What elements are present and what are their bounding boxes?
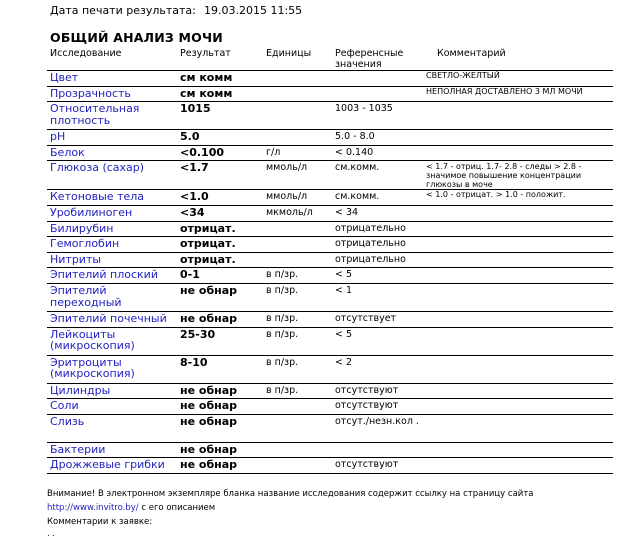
print-date-value: 19.03.2015 11:55 bbox=[204, 4, 303, 17]
units-value: в п/зр. bbox=[263, 327, 332, 355]
units-value: в п/зр. bbox=[263, 383, 332, 399]
reference-value: < 1 bbox=[332, 283, 423, 311]
result-value: <0.100 bbox=[177, 145, 263, 161]
units-value bbox=[263, 71, 332, 87]
table-row bbox=[47, 190, 613, 206]
table-row bbox=[47, 71, 613, 87]
result-value: отрицат. bbox=[177, 237, 263, 253]
reference-value: отсутствуют bbox=[332, 458, 423, 474]
table-header-row bbox=[47, 47, 613, 71]
units-value bbox=[263, 252, 332, 268]
reference-value: отсутствуют bbox=[332, 399, 423, 415]
units-value bbox=[263, 102, 332, 130]
test-name-link[interactable]: Слизь bbox=[47, 414, 177, 442]
test-name-link[interactable]: Эритроциты (микроскопия) bbox=[47, 355, 177, 383]
comment-value bbox=[423, 205, 613, 221]
result-value: <1.0 bbox=[177, 190, 263, 206]
notice-text-after: с его описанием bbox=[141, 503, 216, 513]
comment-value bbox=[423, 237, 613, 253]
test-name-link[interactable]: Кетоновые тела bbox=[47, 190, 177, 206]
reference-value: 5.0 - 8.0 bbox=[332, 130, 423, 146]
table-row bbox=[47, 442, 613, 458]
reference-value: отрицательно bbox=[332, 237, 423, 253]
table-row bbox=[47, 102, 613, 130]
reference-value: < 0.140 bbox=[332, 145, 423, 161]
reference-value: отсутствуют bbox=[332, 383, 423, 399]
result-value: см комм bbox=[177, 71, 263, 87]
result-value: не обнар bbox=[177, 442, 263, 458]
test-name-link[interactable]: Прозрачность bbox=[47, 86, 177, 102]
comment-value: НЕПОЛНАЯ ДОСТАВЛЕНО 3 МЛ МОЧИ bbox=[423, 86, 613, 102]
comment-value bbox=[423, 102, 613, 130]
reference-value: < 2 bbox=[332, 355, 423, 383]
table-row bbox=[47, 355, 613, 383]
table-row bbox=[47, 221, 613, 237]
test-name-link[interactable]: Соли bbox=[47, 399, 177, 415]
test-name-link[interactable]: Нитриты bbox=[47, 252, 177, 268]
comment-value bbox=[423, 268, 613, 284]
comment-value bbox=[423, 458, 613, 474]
table-row bbox=[47, 86, 613, 102]
print-date-label: Дата печати результата: bbox=[50, 4, 196, 17]
table-row bbox=[47, 327, 613, 355]
table-row bbox=[47, 383, 613, 399]
result-value: 8-10 bbox=[177, 355, 263, 383]
units-value bbox=[263, 458, 332, 474]
table-row bbox=[47, 268, 613, 284]
result-value: не обнар bbox=[177, 311, 263, 327]
table-row bbox=[47, 145, 613, 161]
result-value: 0-1 bbox=[177, 268, 263, 284]
result-value: отрицат. bbox=[177, 252, 263, 268]
comment-value bbox=[423, 130, 613, 146]
reference-value bbox=[332, 442, 423, 458]
test-name-link[interactable]: Цилиндры bbox=[47, 383, 177, 399]
units-value: в п/зр. bbox=[263, 283, 332, 311]
notice-text bbox=[47, 487, 617, 515]
comment-value bbox=[423, 252, 613, 268]
test-name-link[interactable]: Эпителий почечный bbox=[47, 311, 177, 327]
test-name-link[interactable]: Эпителий плоский bbox=[47, 268, 177, 284]
test-name-link[interactable]: Гемоглобин bbox=[47, 237, 177, 253]
units-value bbox=[263, 221, 332, 237]
reference-value: < 5 bbox=[332, 268, 423, 284]
result-value: <34 bbox=[177, 205, 263, 221]
reference-value: отсут./незн.кол . bbox=[332, 414, 423, 442]
comment-value bbox=[423, 399, 613, 415]
reference-value: < 5 bbox=[332, 327, 423, 355]
test-name-link[interactable]: Лейкоциты (микроскопия) bbox=[47, 327, 177, 355]
result-value: отрицат. bbox=[177, 221, 263, 237]
table-row bbox=[47, 237, 613, 253]
reference-value: < 34 bbox=[332, 205, 423, 221]
header-reference: Референсные значения bbox=[332, 47, 423, 71]
reference-value: отрицательно bbox=[332, 221, 423, 237]
test-name-link[interactable]: Относительная плотность bbox=[47, 102, 177, 130]
test-name-link[interactable]: Дрожжевые грибки bbox=[47, 458, 177, 474]
results-table bbox=[47, 47, 613, 474]
header-test: Исследование bbox=[47, 47, 177, 71]
comment-value bbox=[423, 355, 613, 383]
units-value: г/л bbox=[263, 145, 332, 161]
table-row bbox=[47, 399, 613, 415]
result-value: не обнар bbox=[177, 414, 263, 442]
units-value bbox=[263, 414, 332, 442]
result-value: 1015 bbox=[177, 102, 263, 130]
comment-value bbox=[423, 442, 613, 458]
units-value: в п/зр. bbox=[263, 268, 332, 284]
units-value bbox=[263, 237, 332, 253]
table-row bbox=[47, 205, 613, 221]
table-row bbox=[47, 130, 613, 146]
units-value bbox=[263, 86, 332, 102]
result-value: не обнар bbox=[177, 283, 263, 311]
table-row bbox=[47, 414, 613, 442]
invitro-link[interactable]: http://www.invitro.by/ bbox=[47, 503, 139, 513]
units-value bbox=[263, 442, 332, 458]
reference-value: отсутствует bbox=[332, 311, 423, 327]
result-value: не обнар bbox=[177, 399, 263, 415]
header-units: Единицы bbox=[263, 47, 332, 71]
comment-value bbox=[423, 327, 613, 355]
reference-value: см.комм. bbox=[332, 190, 423, 206]
result-value: не обнар bbox=[177, 383, 263, 399]
table-row bbox=[47, 283, 613, 311]
units-value: в п/зр. bbox=[263, 311, 332, 327]
comments-value: . . bbox=[47, 529, 56, 539]
result-value: <1.7 bbox=[177, 161, 263, 190]
comment-value bbox=[423, 311, 613, 327]
comment-value bbox=[423, 383, 613, 399]
notice-text-before: Внимание! В электронном экземпляре бланка название исследования содержит ссылку на страницу сайта bbox=[47, 489, 534, 499]
units-value bbox=[263, 130, 332, 146]
result-value: 5.0 bbox=[177, 130, 263, 146]
header-comment: Комментарий bbox=[423, 47, 613, 71]
table-row bbox=[47, 161, 613, 190]
comments-label: Комментарии к заявке: bbox=[47, 517, 153, 527]
reference-value bbox=[332, 86, 423, 102]
result-value: не обнар bbox=[177, 458, 263, 474]
comment-value bbox=[423, 283, 613, 311]
reference-value: 1003 - 1035 bbox=[332, 102, 423, 130]
print-date bbox=[50, 4, 302, 17]
test-name-link[interactable]: Белок bbox=[47, 145, 177, 161]
test-name-link[interactable]: Билирубин bbox=[47, 221, 177, 237]
test-name-link[interactable]: Цвет bbox=[47, 71, 177, 87]
units-value: мкмоль/л bbox=[263, 205, 332, 221]
test-name-link[interactable]: Глюкоза (сахар) bbox=[47, 161, 177, 190]
reference-value: см.комм. bbox=[332, 161, 423, 190]
result-value: 25-30 bbox=[177, 327, 263, 355]
reference-value bbox=[332, 71, 423, 87]
comment-value: СВЕТЛО-ЖЕЛТЫЙ bbox=[423, 71, 613, 87]
units-value: ммоль/л bbox=[263, 190, 332, 206]
comment-value: < 1.7 - отриц. 1.7- 2.8 - следы > 2.8 - значимое повышение концентрации глюкозы в моче bbox=[423, 161, 613, 190]
result-value: см комм bbox=[177, 86, 263, 102]
units-value: ммоль/л bbox=[263, 161, 332, 190]
units-value bbox=[263, 399, 332, 415]
page-title: ОБЩИЙ АНАЛИЗ МОЧИ bbox=[50, 30, 223, 45]
table-row bbox=[47, 458, 613, 474]
units-value: в п/зр. bbox=[263, 355, 332, 383]
test-name-link[interactable]: Эпителий переходный bbox=[47, 283, 177, 311]
header-result: Результат bbox=[177, 47, 263, 71]
table-row bbox=[47, 252, 613, 268]
test-name-link[interactable]: pH bbox=[47, 130, 177, 146]
comment-value bbox=[423, 414, 613, 442]
comment-value bbox=[423, 221, 613, 237]
test-name-link[interactable]: Уробилиноген bbox=[47, 205, 177, 221]
comment-value bbox=[423, 145, 613, 161]
table-row bbox=[47, 311, 613, 327]
comment-value: < 1.0 - отрицат. > 1.0 - положит. bbox=[423, 190, 613, 206]
test-name-link[interactable]: Бактерии bbox=[47, 442, 177, 458]
reference-value: отрицательно bbox=[332, 252, 423, 268]
